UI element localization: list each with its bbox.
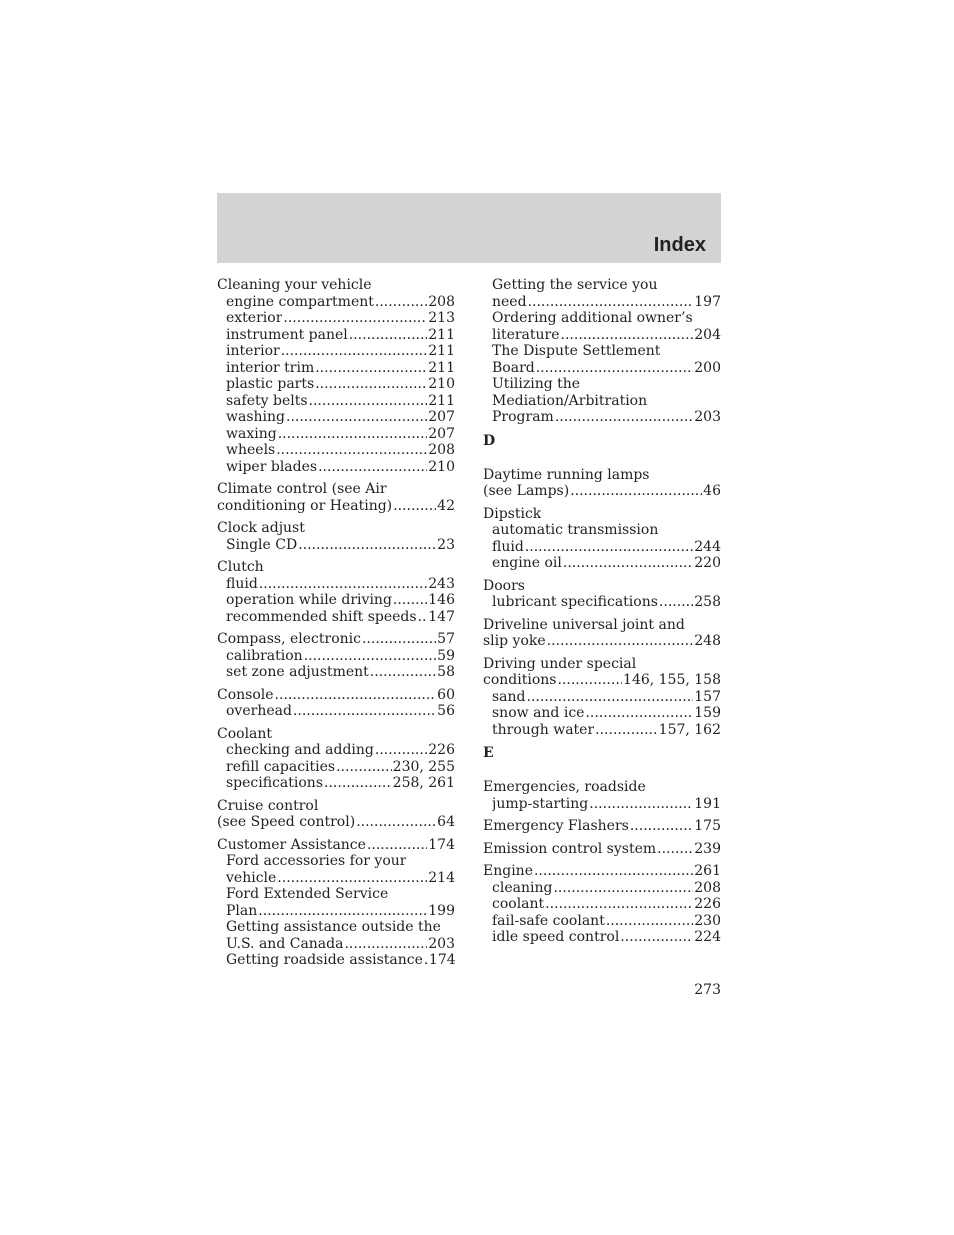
entry-text: Ford accessories for your xyxy=(226,853,407,869)
index-subentry xyxy=(483,796,721,813)
entry-page-ref: 203 xyxy=(428,935,455,952)
entry-page-ref: 159 xyxy=(694,705,721,721)
index-group xyxy=(217,798,455,831)
index-subentry xyxy=(217,376,455,393)
entry-text: Getting assistance outside the xyxy=(226,919,441,935)
entry-text: checking and adding xyxy=(226,742,374,758)
index-group xyxy=(483,744,721,762)
index-entry xyxy=(217,687,455,704)
entry-page-ref: 59 xyxy=(437,647,455,664)
index-group xyxy=(483,863,721,946)
entry-text: operation while driving xyxy=(226,592,392,608)
index-subentry xyxy=(483,409,721,426)
header-band xyxy=(217,193,721,263)
entry-page-ref: 224 xyxy=(694,929,721,945)
index-group xyxy=(217,631,455,681)
entry-text: need xyxy=(492,293,527,310)
entry-text: Emission control system xyxy=(483,840,657,857)
entry-text: Plan xyxy=(226,902,258,919)
dot-leader xyxy=(570,483,702,500)
index-group xyxy=(483,656,721,739)
entry-text: Compass, electronic xyxy=(217,631,361,647)
page-number: 273 xyxy=(694,982,721,998)
entry-text: Climate control (see Air xyxy=(217,481,387,497)
entry-text: Daytime running lamps xyxy=(483,466,650,483)
index-subentry xyxy=(217,426,455,443)
entry-page-ref: 226 xyxy=(694,896,721,912)
entry-page-ref: 146 xyxy=(428,592,455,608)
dot-leader xyxy=(424,952,428,969)
index-group xyxy=(217,726,455,792)
entry-text: conditioning or Heating) xyxy=(217,497,393,514)
entry-page-ref: 157 xyxy=(694,688,721,705)
dot-leader xyxy=(528,294,694,311)
dot-leader xyxy=(630,818,693,835)
entry-text: Clutch xyxy=(217,559,264,575)
entry-text: refill capacities xyxy=(226,758,336,775)
index-group xyxy=(217,277,455,475)
entry-page-ref: 199 xyxy=(428,902,455,919)
dot-leader xyxy=(545,896,693,913)
dot-leader xyxy=(375,742,427,759)
index-entry xyxy=(217,814,455,831)
index-subentry xyxy=(483,722,721,739)
entry-text: sand xyxy=(492,688,526,705)
entry-page-ref: 203 xyxy=(694,409,721,425)
entry-text: safety belts xyxy=(226,392,308,409)
entry-page-ref: 211 xyxy=(428,326,455,343)
index-entry xyxy=(217,837,455,854)
index-subentry xyxy=(217,870,455,887)
index-subentry xyxy=(217,294,455,311)
dot-leader xyxy=(259,576,427,593)
index-subentry xyxy=(217,343,455,360)
index-group xyxy=(217,520,455,553)
entry-page-ref: 200 xyxy=(694,359,721,376)
entry-page-ref: 175 xyxy=(694,818,721,834)
entry-text: Emergency Flashers xyxy=(483,818,629,834)
index-group xyxy=(483,467,721,500)
entry-text: idle speed control xyxy=(492,929,620,945)
entry-text: Clock adjust xyxy=(217,520,305,536)
index-group xyxy=(483,578,721,611)
index-entry xyxy=(483,672,721,689)
section-letter-heading: D xyxy=(483,432,496,449)
entry-text: Mediation/Arbitration xyxy=(492,392,648,409)
index-entry xyxy=(483,863,721,880)
dot-leader xyxy=(258,903,427,920)
index-subentry xyxy=(217,592,455,609)
dot-leader xyxy=(286,409,427,426)
entry-text: engine oil xyxy=(492,555,562,571)
entry-text: Dipstick xyxy=(483,505,542,522)
entry-page-ref: 211 xyxy=(428,392,455,409)
index-subentry xyxy=(217,409,455,426)
index-subentry xyxy=(217,576,455,593)
entry-page-ref: 213 xyxy=(428,310,455,326)
entry-text: fluid xyxy=(226,575,258,592)
entry-text: Console xyxy=(217,686,274,703)
index-subentry xyxy=(483,594,721,611)
dot-leader xyxy=(557,672,622,689)
entry-text: lubricant specifications xyxy=(492,594,658,610)
index-entry xyxy=(483,578,721,595)
entry-page-ref: 56 xyxy=(437,703,455,719)
dot-leader xyxy=(367,837,427,854)
entry-text: overhead xyxy=(226,703,292,719)
entry-text: Engine xyxy=(483,863,533,879)
index-group xyxy=(483,841,721,858)
index-subentry xyxy=(217,775,455,792)
entry-text: Ford Extended Service xyxy=(226,886,389,902)
index-group xyxy=(483,818,721,835)
dot-leader xyxy=(356,814,436,831)
entry-text: washing xyxy=(226,409,285,425)
entry-text: Customer Assistance xyxy=(217,836,366,853)
entry-page-ref: 230, 255 xyxy=(392,758,455,775)
index-subentry xyxy=(217,459,455,476)
entry-text: literature xyxy=(492,326,560,343)
dot-leader xyxy=(561,327,694,344)
index-subentry xyxy=(217,310,455,327)
index-entry xyxy=(217,498,455,515)
section-letter-heading: E xyxy=(483,745,494,761)
index-group xyxy=(483,432,721,450)
page-title: Index xyxy=(653,234,706,256)
index-subentry xyxy=(217,903,455,920)
entry-text: instrument panel xyxy=(226,326,348,343)
index-subentry xyxy=(483,310,721,327)
entry-page-ref: 211 xyxy=(428,343,455,359)
dot-leader xyxy=(344,936,427,953)
entry-text: Emergencies, roadside xyxy=(483,779,646,795)
entry-text: slip yoke xyxy=(483,633,546,649)
entry-text: Program xyxy=(492,409,554,425)
dot-leader xyxy=(315,360,427,377)
dot-leader xyxy=(620,929,693,946)
index-subentry xyxy=(217,853,455,870)
index-entry xyxy=(483,617,721,634)
index-entry xyxy=(217,559,455,576)
entry-text: fail-safe coolant xyxy=(492,912,605,929)
entry-page-ref: 208 xyxy=(694,879,721,896)
entry-text: Coolant xyxy=(217,725,273,742)
entry-text: specifications xyxy=(226,775,324,791)
entry-page-ref: 147 xyxy=(428,608,455,625)
index-subentry xyxy=(483,327,721,344)
dot-leader xyxy=(298,537,436,554)
index-subentry xyxy=(483,522,721,539)
index-subentry xyxy=(483,360,721,377)
entry-page-ref: 46 xyxy=(703,483,721,499)
dot-leader xyxy=(418,609,428,626)
entry-text: Utilizing the xyxy=(492,376,581,392)
entry-text: (see Speed control) xyxy=(217,814,356,830)
entry-text: (see Lamps) xyxy=(483,483,570,499)
index-entry xyxy=(483,779,721,796)
entry-text: set zone adjustment xyxy=(226,664,369,680)
entry-text: coolant xyxy=(492,896,545,912)
index-subentry xyxy=(217,442,455,459)
index-subentry xyxy=(217,936,455,953)
entry-text: exterior xyxy=(226,310,283,326)
index-subentry xyxy=(217,919,455,936)
entry-page-ref: 230 xyxy=(694,912,721,929)
entry-page-ref: 208 xyxy=(428,442,455,458)
entry-text: Board xyxy=(492,359,535,376)
index-group xyxy=(217,687,455,720)
entry-page-ref: 214 xyxy=(428,869,455,886)
entry-page-ref: 157, 162 xyxy=(658,721,721,738)
index-entry xyxy=(483,841,721,858)
index-subentry xyxy=(483,539,721,556)
dot-leader xyxy=(393,592,427,609)
entry-text: Doors xyxy=(483,577,525,594)
index-subentry xyxy=(217,742,455,759)
index-entry xyxy=(217,277,455,294)
index-subentry xyxy=(483,913,721,930)
index-group xyxy=(217,559,455,625)
entry-page-ref: 226 xyxy=(428,742,455,758)
index-group xyxy=(483,277,721,426)
index-group xyxy=(217,481,455,514)
entry-text: conditions xyxy=(483,672,557,688)
dot-leader xyxy=(659,594,693,611)
dot-leader xyxy=(534,863,693,880)
entry-page-ref: 210 xyxy=(428,376,455,392)
entry-page-ref: 60 xyxy=(437,686,455,703)
entry-text: engine compartment xyxy=(226,293,374,310)
index-entry xyxy=(483,506,721,523)
dot-leader xyxy=(657,841,693,858)
index-subentry xyxy=(217,886,455,903)
entry-text: waxing xyxy=(226,425,277,442)
dot-leader xyxy=(283,310,427,327)
entry-page-ref: 204 xyxy=(694,326,721,343)
index-subentry xyxy=(217,952,455,969)
entry-page-ref: 208 xyxy=(428,293,455,310)
dot-leader xyxy=(275,687,437,704)
dot-leader xyxy=(606,913,693,930)
index-subentry xyxy=(483,689,721,706)
dot-leader xyxy=(293,703,436,720)
index-subentry xyxy=(217,393,455,410)
index-entry xyxy=(217,520,455,537)
entry-page-ref: 191 xyxy=(694,795,721,812)
entry-text: Cleaning your vehicle xyxy=(217,277,372,293)
index-subentry xyxy=(483,277,721,294)
dot-leader xyxy=(370,664,436,681)
entry-text: plastic parts xyxy=(226,376,315,392)
index-group xyxy=(483,779,721,812)
dot-leader xyxy=(281,343,428,360)
dot-leader xyxy=(278,426,428,443)
dot-leader xyxy=(595,722,658,739)
dot-leader xyxy=(277,870,427,887)
entry-page-ref: 248 xyxy=(694,633,721,649)
index-subentry xyxy=(217,703,455,720)
entry-page-ref: 211 xyxy=(428,359,455,376)
entry-page-ref: 23 xyxy=(437,536,455,553)
dot-leader xyxy=(309,393,428,410)
dot-leader xyxy=(349,327,428,344)
entry-page-ref: 174 xyxy=(428,836,455,853)
dot-leader xyxy=(555,409,693,426)
index-group xyxy=(483,617,721,650)
entry-page-ref: 210 xyxy=(428,458,455,475)
dot-leader xyxy=(324,775,392,792)
index-subentry xyxy=(483,376,721,393)
dot-leader xyxy=(563,555,693,572)
entry-text: interior xyxy=(226,343,280,359)
entry-page-ref: 207 xyxy=(428,425,455,442)
index-subentry xyxy=(217,759,455,776)
dot-leader xyxy=(536,360,694,377)
index-subentry xyxy=(217,648,455,665)
entry-text: vehicle xyxy=(226,869,277,886)
index-entry xyxy=(217,631,455,648)
entry-text: Ordering additional owner’s xyxy=(492,310,693,326)
entry-page-ref: 207 xyxy=(428,409,455,425)
entry-text: Getting roadside assistance xyxy=(226,952,423,968)
index-subentry xyxy=(483,393,721,410)
dot-leader xyxy=(527,689,694,706)
entry-text: calibration xyxy=(226,647,303,664)
entry-text: U.S. and Canada xyxy=(226,935,344,952)
index-entry xyxy=(483,467,721,484)
dot-leader xyxy=(375,294,427,311)
dot-leader xyxy=(393,498,436,515)
index-entry xyxy=(217,726,455,743)
index-subentry xyxy=(217,360,455,377)
index-subentry xyxy=(483,555,721,572)
entry-page-ref: 64 xyxy=(437,814,455,830)
entry-page-ref: 197 xyxy=(694,293,721,310)
index-column-left xyxy=(217,277,455,975)
dot-leader xyxy=(553,880,693,897)
entry-text: recommended shift speeds xyxy=(226,608,417,625)
entry-text: Getting the service you xyxy=(492,277,658,293)
entry-text: wheels xyxy=(226,442,276,458)
index-group xyxy=(217,837,455,969)
entry-text: cleaning xyxy=(492,879,553,896)
index-entry xyxy=(483,818,721,835)
entry-page-ref: 258 xyxy=(694,594,721,610)
index-entry xyxy=(217,798,455,815)
dot-leader xyxy=(362,631,436,648)
entry-text: Driveline universal joint and xyxy=(483,616,685,633)
index-subentry xyxy=(483,705,721,722)
index-subentry xyxy=(483,896,721,913)
dot-leader xyxy=(525,539,693,556)
index-subentry xyxy=(217,537,455,554)
index-subentry xyxy=(217,327,455,344)
dot-leader xyxy=(585,705,693,722)
entry-text: automatic transmission xyxy=(492,522,659,538)
index-subentry xyxy=(217,609,455,626)
index-group xyxy=(483,506,721,572)
entry-page-ref: 244 xyxy=(694,538,721,555)
entry-page-ref: 146, 155, 158 xyxy=(623,672,721,688)
index-subentry xyxy=(217,664,455,681)
entry-text: through water xyxy=(492,721,595,738)
index-subentry xyxy=(483,929,721,946)
index-subentry xyxy=(483,880,721,897)
dot-leader xyxy=(336,759,392,776)
dot-leader xyxy=(318,459,427,476)
entry-text: wiper blades xyxy=(226,458,318,475)
index-subentry xyxy=(483,294,721,311)
dot-leader xyxy=(304,648,436,665)
entry-text: Cruise control xyxy=(217,797,319,814)
index-entry xyxy=(483,633,721,650)
index-entry xyxy=(483,656,721,673)
dot-leader xyxy=(276,442,427,459)
entry-page-ref: 258, 261 xyxy=(392,775,455,791)
dot-leader xyxy=(315,376,427,393)
entry-page-ref: 58 xyxy=(437,664,455,680)
entry-text: fluid xyxy=(492,538,524,555)
entry-page-ref: 57 xyxy=(437,631,455,647)
entry-page-ref: 243 xyxy=(428,575,455,592)
index-entry xyxy=(483,483,721,500)
index-entry xyxy=(217,481,455,498)
entry-text: Driving under special xyxy=(483,655,637,672)
entry-text: Single CD xyxy=(226,536,298,553)
entry-page-ref: 261 xyxy=(694,863,721,879)
dot-leader xyxy=(589,796,693,813)
index-column-right xyxy=(483,277,721,952)
entry-page-ref: 239 xyxy=(694,840,721,857)
entry-page-ref: 42 xyxy=(437,497,455,514)
index-subentry xyxy=(483,343,721,360)
entry-text: snow and ice xyxy=(492,705,585,721)
entry-page-ref: 174 xyxy=(428,952,456,968)
entry-text: The Dispute Settlement xyxy=(492,343,661,359)
entry-page-ref: 220 xyxy=(694,555,721,571)
entry-text: jump-starting xyxy=(492,795,589,812)
dot-leader xyxy=(547,633,694,650)
entry-text: interior trim xyxy=(226,359,315,376)
